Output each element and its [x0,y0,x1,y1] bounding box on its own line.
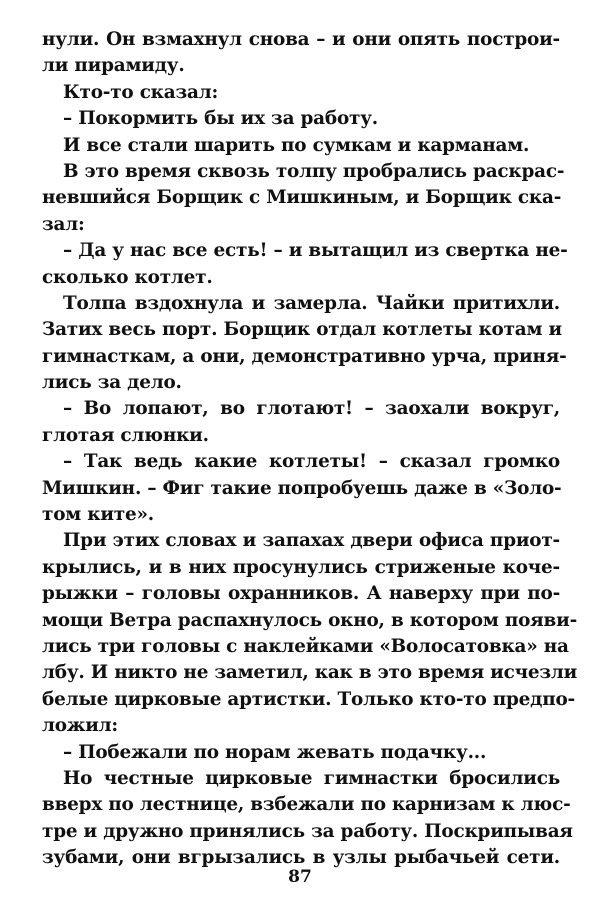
text-line: белые цирковые артистки. Только кто-то предпо- [42,688,575,710]
text-line: крылись, и в них просунулись стриженые коче- [42,556,560,578]
text-line: лбу. И никто не заметил, как в это время исчезли [42,662,578,684]
text-line: лись за дело. [42,372,182,394]
text-line: – Так ведь какие котлеты! – сказал громко [63,451,560,473]
text-line: тре и дружно принялись за работу. Поскрипывая [42,820,573,842]
text-line: мощи Ветра распахнулось окно, в котором появи- [42,609,578,631]
text-line: – Да у нас все есть! – и вытащил из свертка не- [63,240,568,262]
text-line: невшийся Борщик с Мишкиным, и Борщик ска- [42,187,562,209]
text-line: гимнасткам, а они, демонстративно урча, приня- [42,345,567,367]
text-line: нули. Он взмахнул снова – и они опять построи- [42,29,560,50]
text-line: Мишкин. – Фиг такие попробуешь даже в «Золо- [42,477,562,499]
text-line: зубами, они вгрызались в узлы рыбачьей сети. [42,847,560,869]
text-line: Толпа вздохнула и замерла. Чайки притихли. [63,292,560,314]
text-line: сколько котлет. [42,266,213,288]
page-body-text [42,27,578,872]
text-line: Кто-то сказал: [63,81,219,103]
text-line: Но честные цирковые гимнастки бросились [63,767,560,789]
text-line: – Покормить бы их за работу. [63,108,378,130]
text-line: зал: [42,213,85,235]
page-number: 87 [288,867,312,887]
text-line: рыжки – головы охранников. А наверху при по- [42,583,560,605]
text-line: ложил: [42,715,118,737]
text-line: лись три головы с наклейками «Волосатовка» на [42,635,569,657]
text-line: вверх по лестнице, взбежали по карнизам к люс- [42,794,571,816]
text-line: том ките». [42,504,154,526]
text-line: Затих весь порт. Борщик отдал котлеты котам и [42,319,562,341]
text-line: В это время сквозь толпу пробрались раскрас- [63,160,565,182]
text-line: И все стали шарить по сумкам и карманам. [63,134,530,156]
text-line: – Побежали по норам жевать подачку... [63,741,487,763]
text-line: глотая слюнки. [42,424,209,446]
text-line: ли пирамиду. [42,55,185,77]
text-line: – Во лопают, во глотают! – заохали вокруг, [63,398,560,420]
text-line: При этих словах и запахах двери офиса приот- [63,530,560,552]
